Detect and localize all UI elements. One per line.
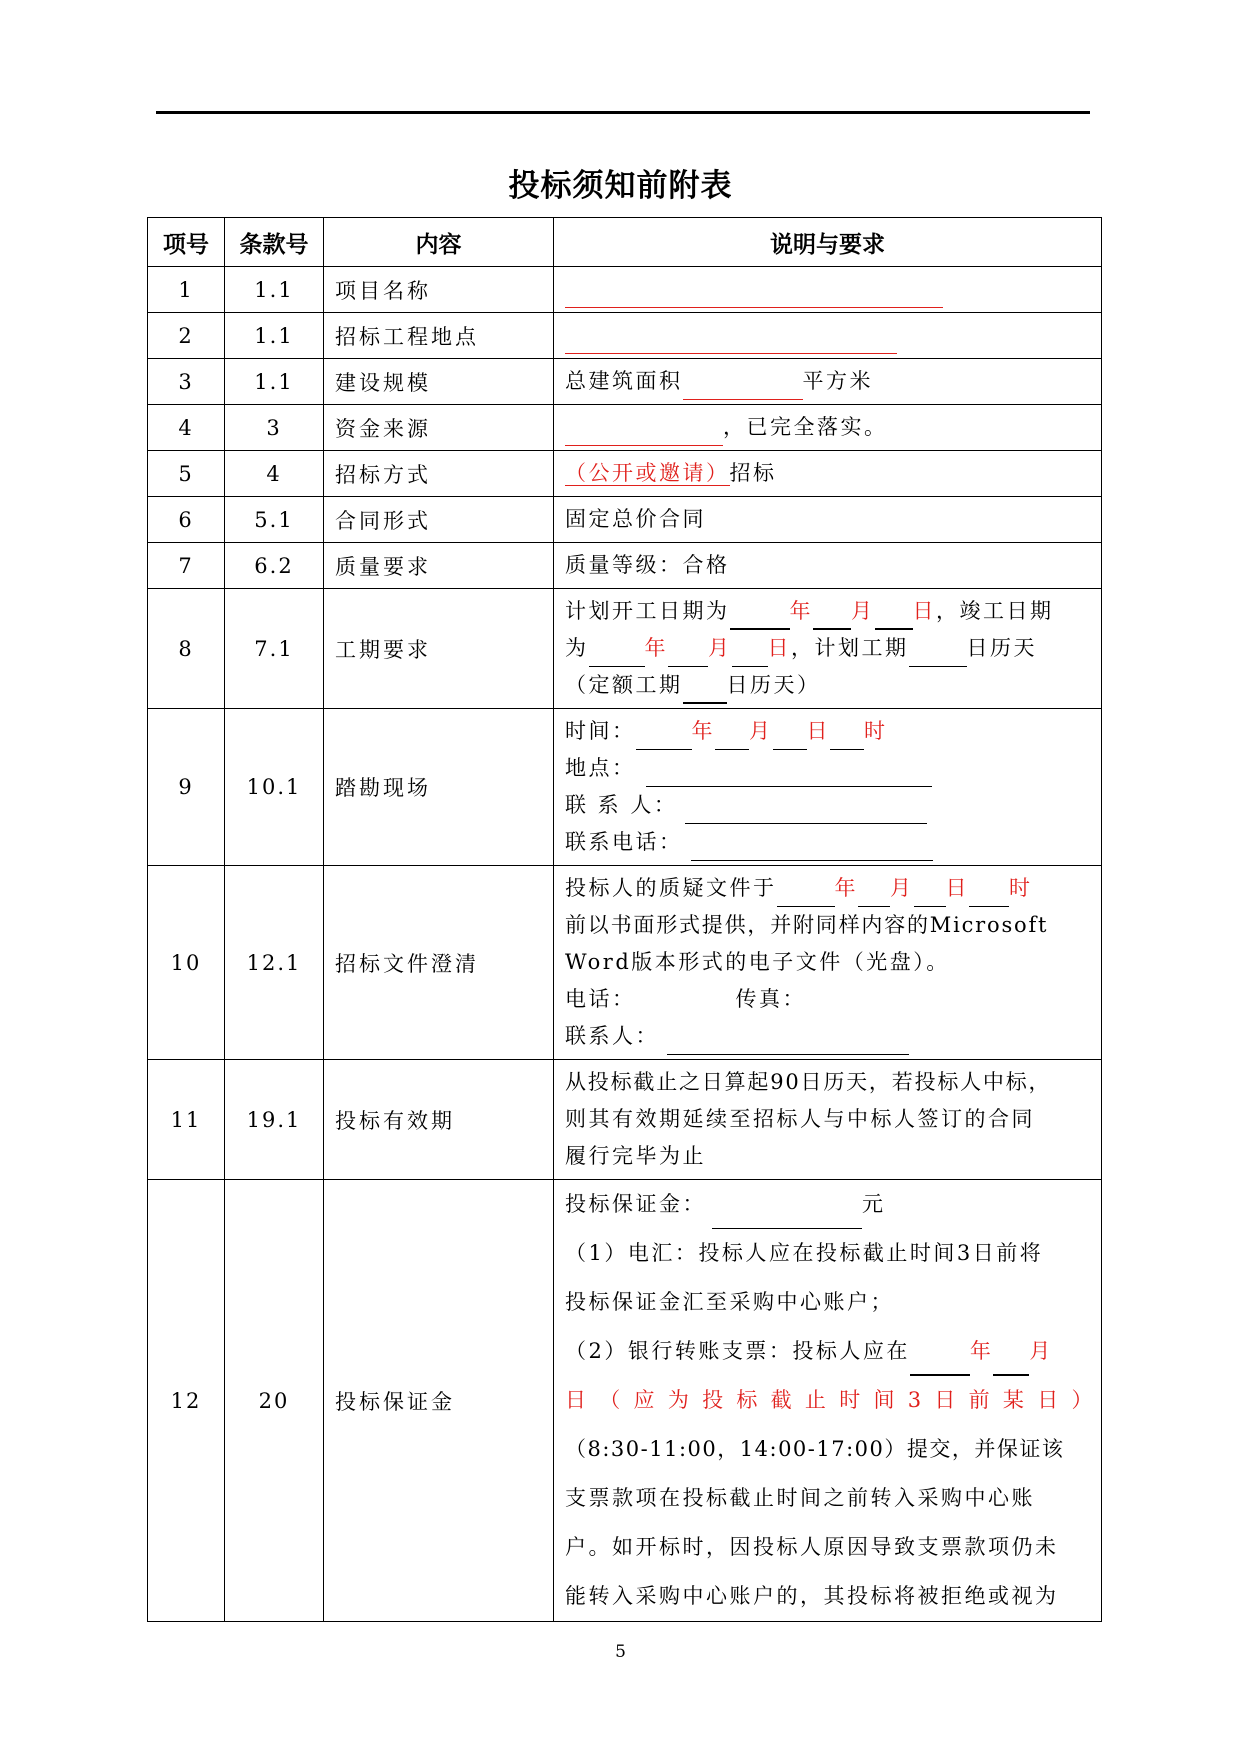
table-row bbox=[148, 313, 1102, 359]
blank-line bbox=[565, 419, 723, 446]
blank-line bbox=[589, 640, 645, 667]
row-clause: 3 bbox=[225, 405, 324, 451]
row-desc bbox=[554, 451, 1102, 497]
date-month: 月 bbox=[708, 636, 732, 660]
desc-text: 为 bbox=[565, 636, 589, 660]
desc-text: 计划开工日期为 bbox=[565, 599, 730, 623]
row-desc bbox=[554, 866, 1102, 1060]
row-content: 踏勘现场 bbox=[324, 709, 554, 866]
header-no: 项号 bbox=[148, 218, 225, 267]
blank-line bbox=[691, 834, 933, 861]
blank-line bbox=[993, 1348, 1029, 1376]
date-year: 年 bbox=[691, 719, 715, 743]
blank-line bbox=[858, 880, 890, 907]
desc-text: 投标保证金： bbox=[565, 1192, 706, 1216]
row-no: 6 bbox=[148, 497, 225, 543]
date-day: 日 bbox=[806, 719, 830, 743]
desc-line bbox=[565, 630, 1095, 667]
blank-line bbox=[667, 1028, 909, 1055]
row-desc bbox=[554, 1060, 1102, 1180]
row-desc bbox=[554, 1180, 1102, 1622]
desc-text: （定额工期 bbox=[565, 673, 683, 697]
desc-line bbox=[565, 870, 1095, 907]
row-content: 投标保证金 bbox=[324, 1180, 554, 1622]
row-clause: 6.2 bbox=[225, 543, 324, 589]
desc-line: （1）电汇：投标人应在投标截止时间3日前将 bbox=[565, 1241, 1044, 1265]
bid-method-option: （公开或邀请） bbox=[565, 461, 730, 485]
desc-text: 总建筑面积 bbox=[565, 369, 683, 393]
blank-line bbox=[777, 880, 835, 907]
date-year: 年 bbox=[969, 1339, 994, 1363]
row-content: 项目名称 bbox=[324, 267, 554, 313]
row-content: 工期要求 bbox=[324, 589, 554, 709]
desc-line bbox=[565, 1180, 1095, 1229]
desc-text: （2）银行转账支票：投标人应在 bbox=[565, 1339, 910, 1363]
row-clause: 1.1 bbox=[225, 359, 324, 405]
row-desc: 固定总价合同 bbox=[554, 497, 1102, 543]
bid-notice-table bbox=[147, 217, 1102, 1622]
desc-line: 投标保证金汇至采购中心账户； bbox=[565, 1290, 894, 1314]
desc-text: ，已完全落实。 bbox=[723, 415, 888, 439]
blank-line bbox=[685, 797, 927, 824]
row-desc bbox=[554, 359, 1102, 405]
row-no: 5 bbox=[148, 451, 225, 497]
blank-line bbox=[683, 373, 803, 400]
desc-text: ，计划工期 bbox=[791, 636, 909, 660]
date-hour: 时 bbox=[1009, 876, 1033, 900]
table-row bbox=[148, 359, 1102, 405]
row-no: 11 bbox=[148, 1060, 225, 1180]
row-content: 质量要求 bbox=[324, 543, 554, 589]
row-clause: 20 bbox=[225, 1180, 324, 1622]
row-no: 3 bbox=[148, 359, 225, 405]
desc-line bbox=[565, 1018, 1095, 1055]
row-content: 建设规模 bbox=[324, 359, 554, 405]
table-row bbox=[148, 1060, 1102, 1180]
row-desc bbox=[554, 405, 1102, 451]
row-content: 招标文件澄清 bbox=[324, 866, 554, 1060]
row-no: 2 bbox=[148, 313, 225, 359]
desc-text: 日历天） bbox=[726, 673, 821, 697]
page-title: 投标须知前附表 bbox=[508, 168, 733, 204]
desc-line bbox=[565, 1327, 1095, 1376]
blank-line bbox=[668, 640, 708, 667]
date-hour: 时 bbox=[864, 719, 888, 743]
date-month: 月 bbox=[890, 876, 914, 900]
row-no: 8 bbox=[148, 589, 225, 709]
desc-text: 时间： bbox=[565, 719, 636, 743]
table-row bbox=[148, 709, 1102, 866]
fax-label: 传真： bbox=[735, 987, 806, 1011]
desc-line: 能转入采购中心账户的，其投标将被拒绝或视为 bbox=[565, 1584, 1059, 1608]
date-month: 月 bbox=[1029, 1339, 1053, 1363]
row-no: 10 bbox=[148, 866, 225, 1060]
date-month: 月 bbox=[749, 719, 773, 743]
desc-line bbox=[565, 713, 1095, 750]
page-number: 5 bbox=[615, 1642, 626, 1662]
desc-line: 支票款项在投标截止时间之前转入采购中心账 bbox=[565, 1486, 1035, 1510]
header-desc: 说明与要求 bbox=[554, 218, 1102, 267]
row-clause: 1.1 bbox=[225, 313, 324, 359]
desc-text: 投标人的质疑文件于 bbox=[565, 876, 777, 900]
blank-line bbox=[565, 327, 897, 354]
blank-line bbox=[875, 602, 913, 630]
row-clause: 5.1 bbox=[225, 497, 324, 543]
row-desc: 质量等级：合格 bbox=[554, 543, 1102, 589]
row-no: 4 bbox=[148, 405, 225, 451]
row-no: 1 bbox=[148, 267, 225, 313]
desc-text: 平方米 bbox=[802, 369, 873, 393]
desc-line bbox=[565, 787, 1095, 824]
desc-text: 联系电话： bbox=[565, 830, 683, 854]
row-no: 9 bbox=[148, 709, 225, 866]
date-year: 年 bbox=[789, 599, 813, 623]
row-content: 合同形式 bbox=[324, 497, 554, 543]
blank-line bbox=[773, 723, 807, 750]
blank-line bbox=[813, 602, 851, 630]
header-content: 内容 bbox=[324, 218, 554, 267]
row-clause: 19.1 bbox=[225, 1060, 324, 1180]
desc-line bbox=[565, 907, 1095, 944]
row-no: 7 bbox=[148, 543, 225, 589]
desc-line bbox=[565, 944, 1095, 981]
table-row bbox=[148, 267, 1102, 313]
blank-line bbox=[712, 1202, 862, 1229]
desc-text: 联系人： bbox=[565, 1024, 659, 1048]
row-desc bbox=[554, 313, 1102, 359]
blank-line bbox=[715, 723, 749, 750]
date-year: 年 bbox=[644, 636, 668, 660]
blank-line bbox=[909, 640, 967, 667]
blank-line bbox=[969, 880, 1009, 907]
blank-line bbox=[830, 723, 864, 750]
desc-text: ，竣工日期 bbox=[936, 599, 1054, 623]
row-no: 12 bbox=[148, 1180, 225, 1622]
desc-line: 履行完毕为止 bbox=[565, 1144, 706, 1168]
date-year: 年 bbox=[834, 876, 858, 900]
desc-text: 招标 bbox=[729, 461, 777, 485]
table-row bbox=[148, 1180, 1102, 1622]
blank-line bbox=[636, 723, 692, 750]
row-desc bbox=[554, 267, 1102, 313]
blank-line bbox=[730, 602, 790, 630]
table-row bbox=[148, 589, 1102, 709]
desc-line bbox=[565, 981, 1095, 1018]
row-content: 招标工程地点 bbox=[324, 313, 554, 359]
blank-line bbox=[910, 1348, 970, 1376]
row-content: 招标方式 bbox=[324, 451, 554, 497]
table-row bbox=[148, 405, 1102, 451]
desc-line bbox=[565, 824, 1095, 861]
desc-line: （8:30-11:00，14:00-17:00）提交，并保证该 bbox=[565, 1437, 1065, 1461]
table-header-row bbox=[148, 218, 1102, 267]
row-clause: 1.1 bbox=[225, 267, 324, 313]
phone-label: 电话： bbox=[565, 987, 636, 1011]
desc-text: 联 系 人： bbox=[565, 793, 678, 817]
blank-line bbox=[646, 760, 932, 787]
table-row bbox=[148, 543, 1102, 589]
desc-line bbox=[565, 667, 1095, 704]
blank-line bbox=[914, 880, 946, 907]
desc-line: 户。如开标时，因投标人原因导致支票款项仍未 bbox=[565, 1535, 1059, 1559]
row-clause: 12.1 bbox=[225, 866, 324, 1060]
blank-line bbox=[683, 676, 727, 704]
row-content: 资金来源 bbox=[324, 405, 554, 451]
row-desc bbox=[554, 709, 1102, 866]
desc-text: 日历天 bbox=[966, 636, 1037, 660]
desc-line bbox=[565, 593, 1095, 630]
row-clause: 7.1 bbox=[225, 589, 324, 709]
header-rule bbox=[156, 111, 1090, 114]
desc-line bbox=[565, 750, 1095, 787]
table-row bbox=[148, 451, 1102, 497]
date-day: 日 bbox=[767, 636, 791, 660]
blank-line bbox=[732, 640, 768, 667]
blank-line bbox=[565, 281, 943, 308]
row-clause: 4 bbox=[225, 451, 324, 497]
row-desc bbox=[554, 589, 1102, 709]
desc-text: 地点： bbox=[565, 756, 636, 780]
date-day: 日 bbox=[945, 876, 969, 900]
table-row bbox=[148, 497, 1102, 543]
desc-text: 前以书面形式提供，并附同样内容的Microsoft bbox=[565, 913, 1049, 937]
row-content: 投标有效期 bbox=[324, 1060, 554, 1180]
header-clause: 条款号 bbox=[225, 218, 324, 267]
desc-text: Word版本形式的电子文件（光盘）。 bbox=[565, 950, 950, 974]
date-month: 月 bbox=[851, 599, 875, 623]
desc-line: 则其有效期延续至招标人与中标人签订的合同 bbox=[565, 1107, 1035, 1131]
row-clause: 10.1 bbox=[225, 709, 324, 866]
desc-text: 元 bbox=[862, 1192, 886, 1216]
desc-line: 从投标截止之日算起90日历天，若投标人中标， bbox=[565, 1070, 1052, 1094]
date-day: 日 bbox=[912, 599, 936, 623]
desc-line: 日（应为投标截止时间3日前某日） bbox=[565, 1388, 1095, 1412]
table-row bbox=[148, 866, 1102, 1060]
